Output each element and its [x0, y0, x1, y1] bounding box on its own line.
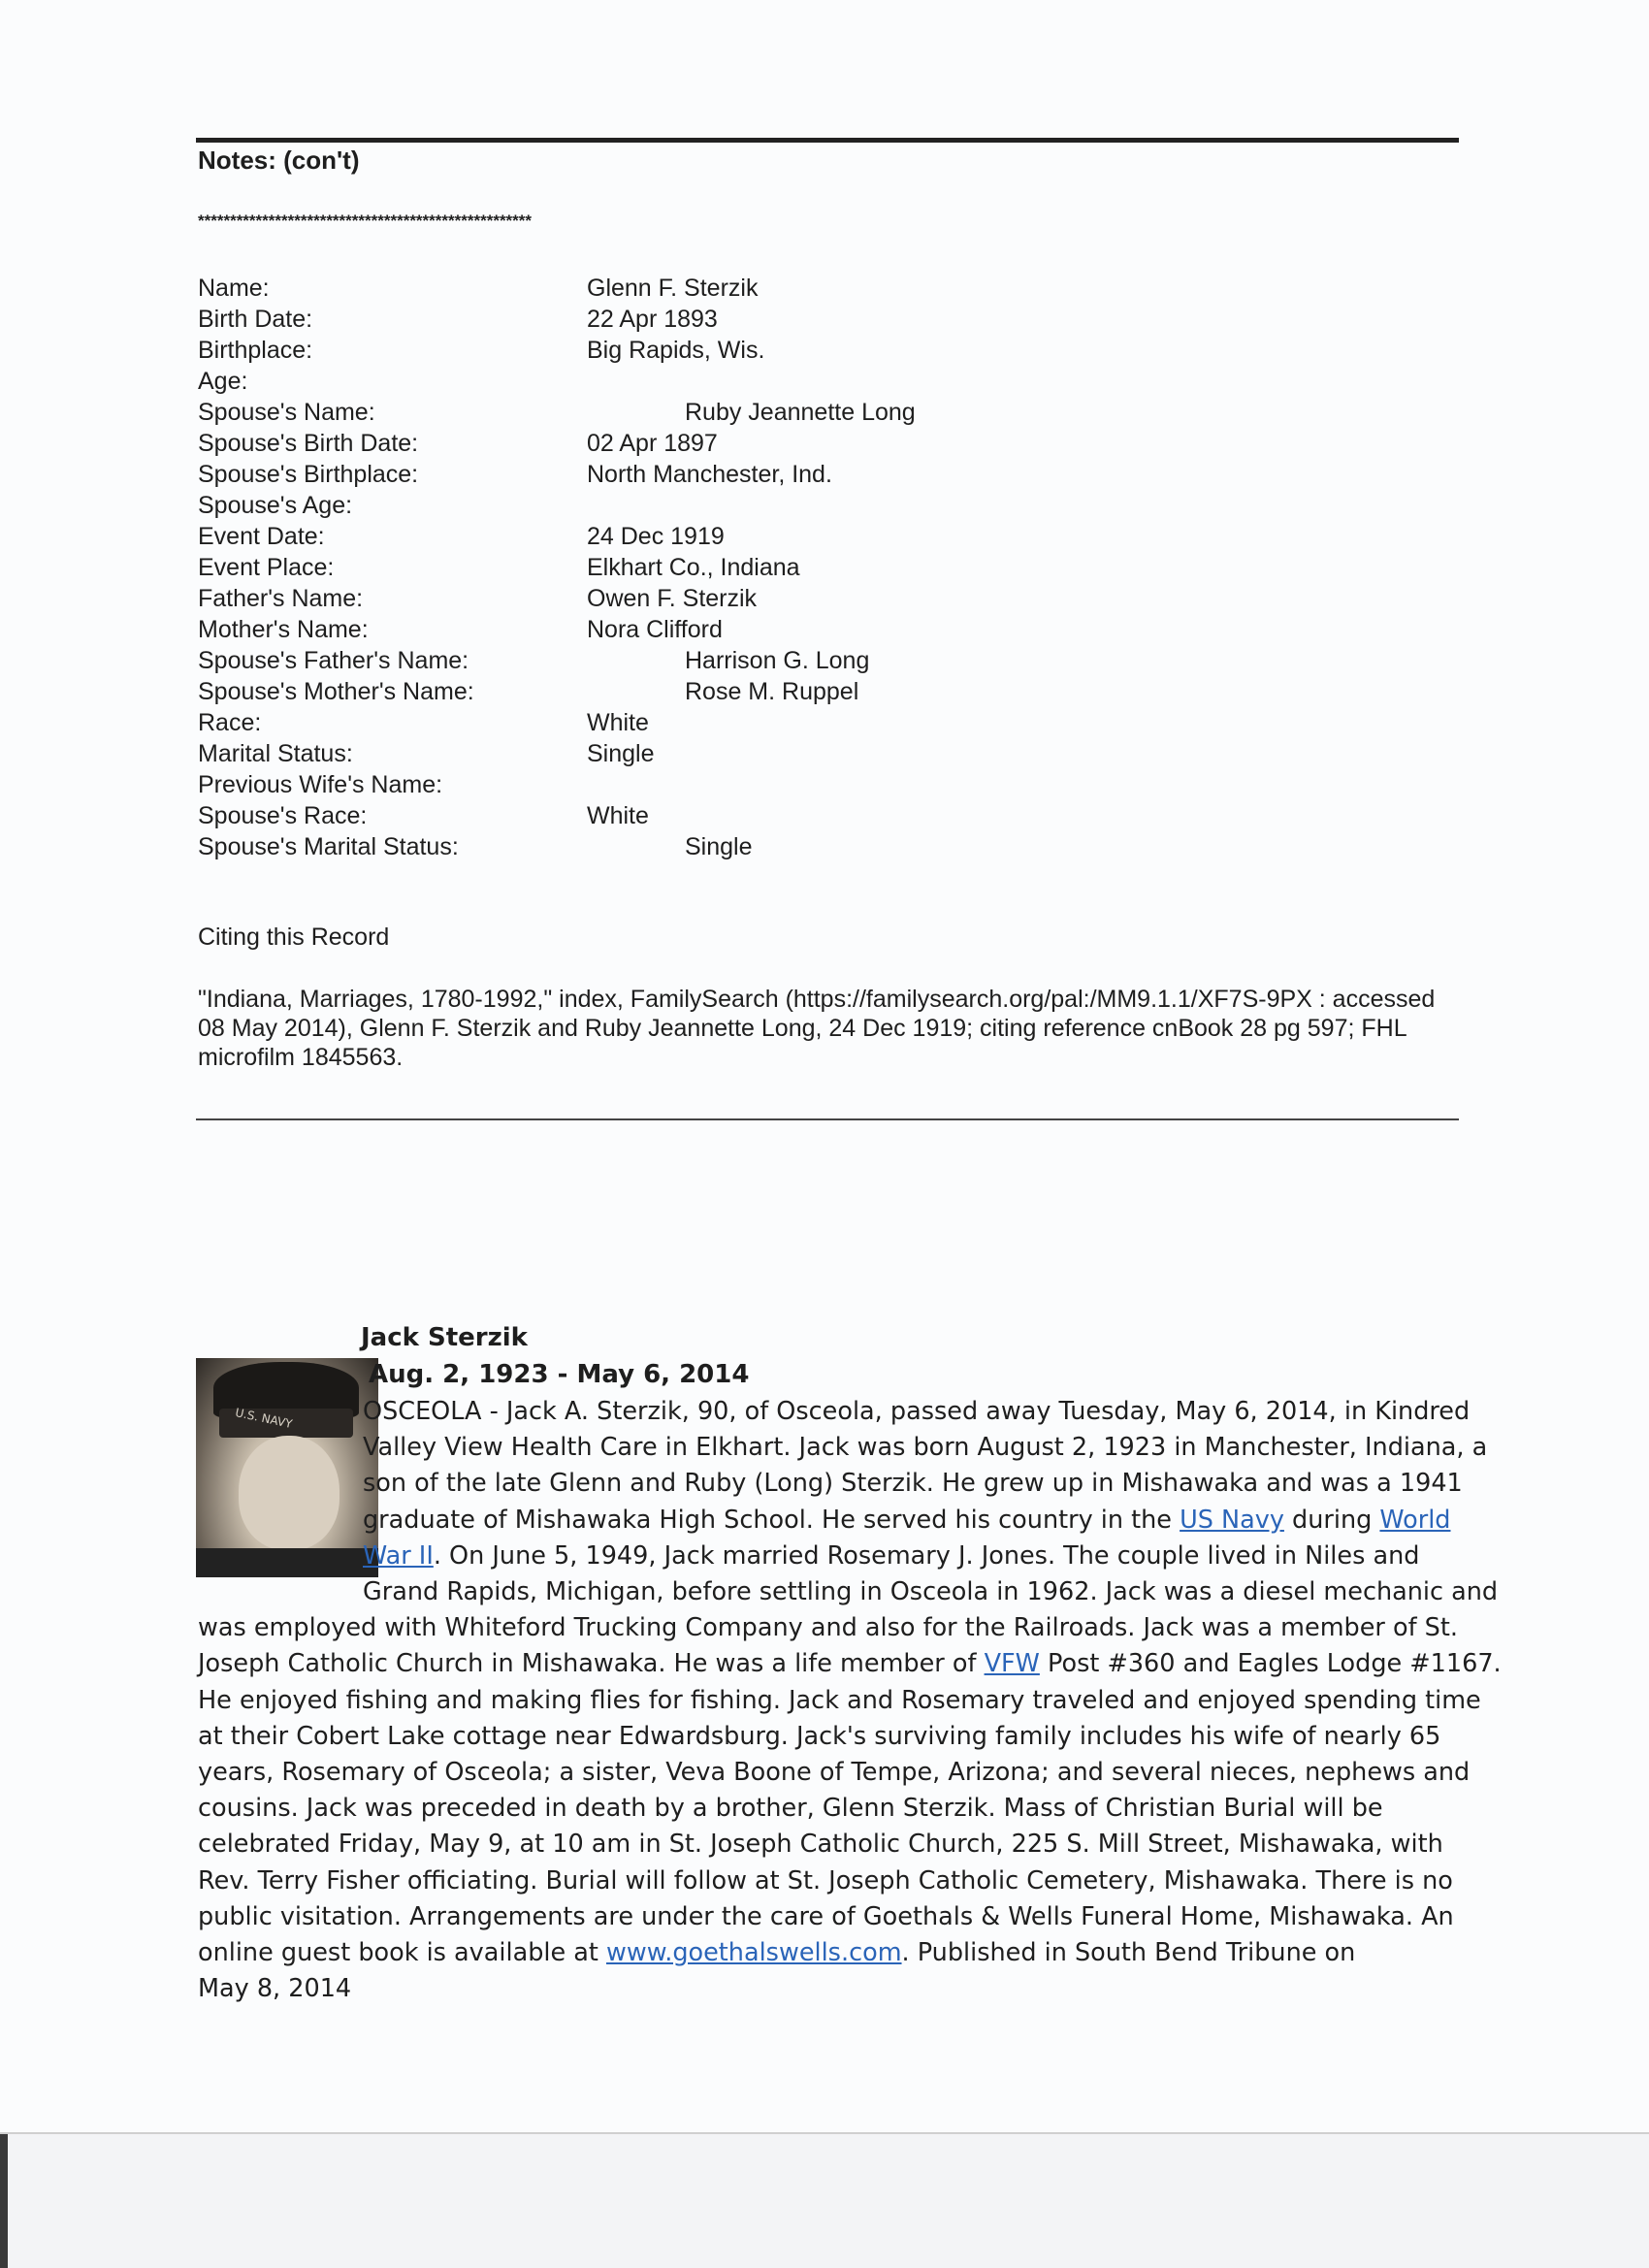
obituary-text-run: OSCEOLA - Jack A. Sterzik, 90, of Osceola, passed away Tuesday, May 6, 2014, in Kindred [363, 1397, 1471, 1426]
record-label: Father's Name: [198, 585, 364, 612]
obituary-link[interactable]: VFW [984, 1649, 1040, 1679]
record-label: Event Date: [198, 523, 325, 550]
obituary-line [198, 1863, 1453, 1899]
obituary-line [198, 1899, 1454, 1935]
record-label: Previous Wife's Name: [198, 771, 443, 798]
obituary-line [363, 1466, 1463, 1502]
obituary-line [363, 1574, 1498, 1610]
obituary-line [198, 1755, 1470, 1791]
record-value: 24 Dec 1919 [587, 523, 725, 550]
obituary-line [363, 1394, 1470, 1430]
uniform-collar [196, 1548, 378, 1577]
obituary-text-run: public visitation. Arrangements are under the care of Goethals & Wells Funeral Home, Mishawaka. An [198, 1901, 1454, 1931]
obituary-text-run: celebrated Friday, May 9, at 10 am in St. Joseph Catholic Church, 225 S. Mill Street, Mishawaka, with [198, 1830, 1443, 1860]
record-label: Age: [198, 368, 248, 395]
record-label: Birthplace: [198, 337, 313, 364]
notes-heading: Notes: (con't) [198, 146, 360, 175]
obituary-text-run: . Published in South Bend Tribune on [901, 1938, 1356, 1967]
obituary-line [198, 1791, 1383, 1827]
record-label: Event Place: [198, 554, 335, 581]
obituary-link[interactable]: US Navy [1180, 1505, 1284, 1535]
obituary-line [198, 1646, 1502, 1682]
obituary-text-run: son of the late Glenn and Ruby (Long) Sterzik. He grew up in Mishawaka and was a 1941 [363, 1469, 1463, 1499]
record-label: Name: [198, 275, 270, 302]
citing-title: Citing this Record [198, 923, 390, 951]
obituary-text-run: Joseph Catholic Church in Mishawaka. He was a life member of [198, 1649, 985, 1679]
record-label: Spouse's Name: [198, 399, 375, 426]
obituary-line [198, 1683, 1481, 1719]
record-label: Birth Date: [198, 306, 313, 333]
face [239, 1436, 340, 1550]
obituary-line [363, 1430, 1487, 1466]
record-label: Spouse's Birthplace: [198, 461, 419, 488]
scan-edge-mark [0, 2134, 8, 2268]
record-value: Glenn F. Sterzik [587, 275, 759, 302]
record-label: Spouse's Father's Name: [198, 647, 469, 674]
record-value: Big Rapids, Wis. [587, 337, 765, 364]
obituary-line [198, 1610, 1458, 1646]
obituary-line [198, 1719, 1440, 1755]
record-label: Spouse's Race: [198, 802, 368, 829]
record-value: White [587, 802, 649, 829]
top-divider [196, 138, 1459, 143]
obituary-text-run: . On June 5, 1949, Jack married Rosemary J. Jones. The couple lived in Niles and [433, 1540, 1420, 1571]
obituary-text-run: during [1283, 1505, 1380, 1535]
obituary-line [363, 1503, 1451, 1539]
record-label: Spouse's Marital Status: [198, 833, 459, 860]
record-label: Spouse's Age: [198, 492, 353, 519]
record-value: Owen F. Sterzik [587, 585, 758, 612]
obituary-line [198, 1827, 1443, 1863]
obituary-text-run: May 8, 2014 [198, 1974, 352, 2004]
obituary-text-run: Valley View Health Care in Elkhart. Jack was born August 2, 1923 in Manchester, Indiana, a [363, 1433, 1488, 1463]
obituary-text-run: at their Cobert Lake cottage near Edwardsburg. Jack's surviving family includes his wife of nearly 65 [198, 1721, 1441, 1751]
record-value: Elkhart Co., Indiana [587, 554, 800, 581]
obituary-text-run: years, Rosemary of Osceola; a sister, Veva Boone of Tempe, Arizona; and several nieces, nephews and [198, 1758, 1471, 1787]
obituary-link[interactable]: War II [363, 1540, 434, 1571]
navy-portrait-photo [196, 1358, 378, 1577]
obituary-line [198, 1935, 1355, 1971]
obituary-name: Jack Sterzik [361, 1323, 528, 1352]
obituary-text-run: online guest book is available at [198, 1938, 606, 1967]
record-value: Ruby Jeannette Long [685, 399, 916, 426]
scan-bottom-edge [0, 2134, 1649, 2268]
obituary-line [198, 1971, 351, 2007]
obituary-link[interactable]: www.goethalswells.com [606, 1938, 902, 1967]
record-label: Spouse's Mother's Name: [198, 678, 474, 705]
record-label: Marital Status: [198, 740, 353, 767]
section-divider [196, 1118, 1459, 1120]
record-value: Single [685, 833, 753, 860]
obituary-line [363, 1539, 1419, 1574]
record-label: Spouse's Birth Date: [198, 430, 419, 457]
record-value: Single [587, 740, 655, 767]
cap-text: U.S. NAVY [234, 1405, 294, 1432]
record-value: Rose M. Ruppel [685, 678, 859, 705]
obituary-text-run: was employed with Whiteford Trucking Company and also for the Railroads. Jack was a member of St. [198, 1613, 1458, 1643]
obituary-text-run: Post #360 and Eagles Lodge #1167. [1039, 1649, 1502, 1679]
obituary-text-run: Grand Rapids, Michigan, before settling in Osceola in 1962. Jack was a diesel mechanic and [363, 1577, 1499, 1606]
record-value: 02 Apr 1897 [587, 430, 718, 457]
record-value: North Manchester, Ind. [587, 461, 832, 488]
obituary-text-run: graduate of Mishawaka High School. He served his country in the [363, 1505, 1180, 1535]
citation-text: "Indiana, Marriages, 1780-1992," index, FamilySearch (https://familysearch.org/pal:/MM9.1.1/XF7S-9PX : accessed 08 May 2014), Glenn F. Sterzik and Ruby Jeannette Long, 24 Dec 1919; citing reference cnBook 28 pg 597; FHL microfilm 1845563. [198, 986, 1436, 1071]
obituary-link[interactable]: World [1379, 1505, 1451, 1535]
record-value: Harrison G. Long [685, 647, 870, 674]
obituary-dates: Aug. 2, 1923 - May 6, 2014 [369, 1360, 750, 1389]
obituary-text-run: Rev. Terry Fisher officiating. Burial will follow at St. Joseph Catholic Cemetery, Mishawaka. There is no [198, 1865, 1453, 1895]
record-label: Mother's Name: [198, 616, 369, 643]
record-value: Nora Clifford [587, 616, 723, 643]
obituary-text-run: He enjoyed fishing and making flies for fishing. Jack and Rosemary traveled and enjoyed spending time [198, 1685, 1481, 1715]
record-value: 22 Apr 1893 [587, 306, 718, 333]
record-value: White [587, 709, 649, 736]
obituary-text-run: cousins. Jack was preceded in death by a brother, Glenn Sterzik. Mass of Christian Burial will be [198, 1794, 1383, 1824]
asterisk-separator: **************************************************** [198, 211, 533, 230]
record-label: Race: [198, 709, 262, 736]
